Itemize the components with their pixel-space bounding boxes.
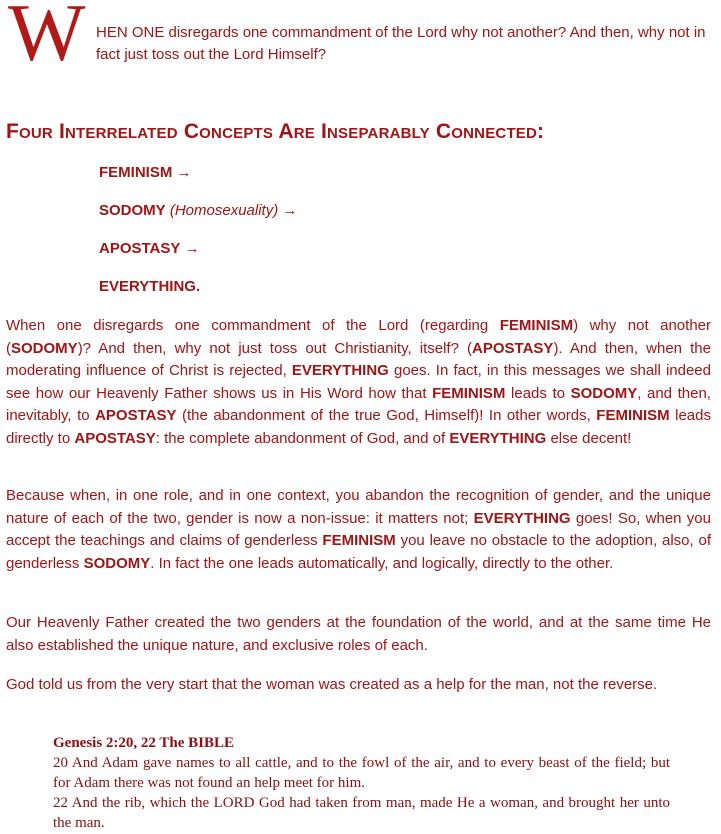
keyword-emphasis: FEMINISM — [499, 317, 574, 334]
keyword-emphasis: FEMINISM — [322, 532, 396, 550]
concept-list — [99, 163, 297, 315]
keyword-emphasis: FEMINISM — [596, 407, 670, 425]
paragraph-text: leads to — [505, 384, 571, 402]
concept-item — [99, 201, 297, 239]
concept-note: (Homosexuality) — [169, 202, 279, 219]
keyword-emphasis: FEMINISM — [432, 384, 506, 402]
paragraph-text: . In fact the one leads automatically, and logically, directly to the other. — [150, 554, 614, 572]
paragraph-text: Because when, in one role, and in one context, you abandon the recognition of gender, and the unique nature of each of the two, gender is now a non-issue: it matters not; — [6, 487, 711, 527]
arrow-icon: → — [282, 202, 298, 219]
concept-keyword: SODOMY — [99, 202, 166, 219]
paragraph-text: goes! So, when you accept the teachings and claims of genderless — [6, 509, 711, 550]
arrow-icon: → — [176, 164, 192, 181]
keyword-emphasis: EVERYTHING — [449, 429, 547, 447]
concept-keyword: FEMINISM — [99, 164, 173, 181]
intro-text: HEN ONE disregards one commandment of the Lord why not another? And then, why not in fact just toss out the Lord Himself? — [96, 24, 706, 63]
keyword-emphasis: APOSTASY — [74, 429, 156, 447]
paragraph-text: else decent! — [546, 429, 632, 447]
body-paragraph — [6, 315, 711, 451]
arrow-icon: → — [184, 240, 200, 257]
section-heading: Four Interrelated Concepts Are Inseparably Connected: — [6, 120, 545, 143]
concept-keyword: EVERYTHING. — [99, 278, 201, 295]
body-paragraph — [6, 612, 711, 657]
keyword-emphasis: EVERYTHING — [473, 509, 571, 527]
keyword-emphasis: EVERYTHING — [291, 362, 389, 380]
scripture-verse: 22 And the rib, which the LORD God had taken from man, made He a woman, and brought her unto the man. — [53, 795, 670, 831]
scripture-verse: 20 And Adam gave names to all cattle, and to the fowl of the air, and to every beast of the field; but for Adam there was not found an help meet for him. — [53, 755, 670, 791]
paragraph-text: goes. In fact, in this messages we shall indeed see how our Heavenly Father shows us in His Word how that — [6, 362, 711, 402]
concept-item — [99, 163, 297, 201]
concept-item — [99, 277, 297, 315]
paragraph-text: )? And then, why not just toss out Christianity, itself? ( — [77, 339, 473, 357]
paragraph-text: you leave no obstacle to the adoption, also, of genderless — [6, 532, 711, 572]
paragraph-text: , and then, inevitably, to — [6, 384, 711, 425]
paragraph-text: ). And then, when the moderating influence of Christ is rejected, — [6, 339, 711, 380]
concept-keyword: APOSTASY — [99, 240, 181, 257]
paragraph-text: (the abandonment of the true God, Himself)! In other words, — [176, 407, 597, 425]
paragraph-text: God told us from the very start that the woman was created as a help for the man, not the reverse. — [6, 676, 658, 693]
drop-cap: W — [8, 0, 84, 78]
keyword-emphasis: SODOMY — [83, 554, 151, 572]
paragraph-text: leads directly to — [6, 407, 711, 447]
keyword-emphasis: SODOMY — [570, 384, 638, 402]
paragraph-text: : the complete abandonment of God, and of — [155, 429, 450, 447]
keyword-emphasis: APOSTASY — [472, 339, 554, 357]
paragraph-text: ) why not another ( — [6, 317, 711, 357]
concept-item — [99, 239, 297, 277]
body-paragraph — [6, 485, 711, 575]
keyword-emphasis: APOSTASY — [95, 407, 177, 425]
paragraph-text: When one disregards one commandment of the Lord (regarding — [6, 317, 500, 334]
keyword-emphasis: SODOMY — [11, 339, 78, 357]
scripture-quote — [53, 733, 670, 833]
paragraph-text: Our Heavenly Father created the two genders at the foundation of the world, and at the same time He also established the unique nature, and exclusive roles of each. — [6, 614, 711, 654]
scripture-heading: Genesis 2:20, 22 The BIBLE — [53, 735, 235, 751]
body-paragraph — [6, 674, 711, 697]
